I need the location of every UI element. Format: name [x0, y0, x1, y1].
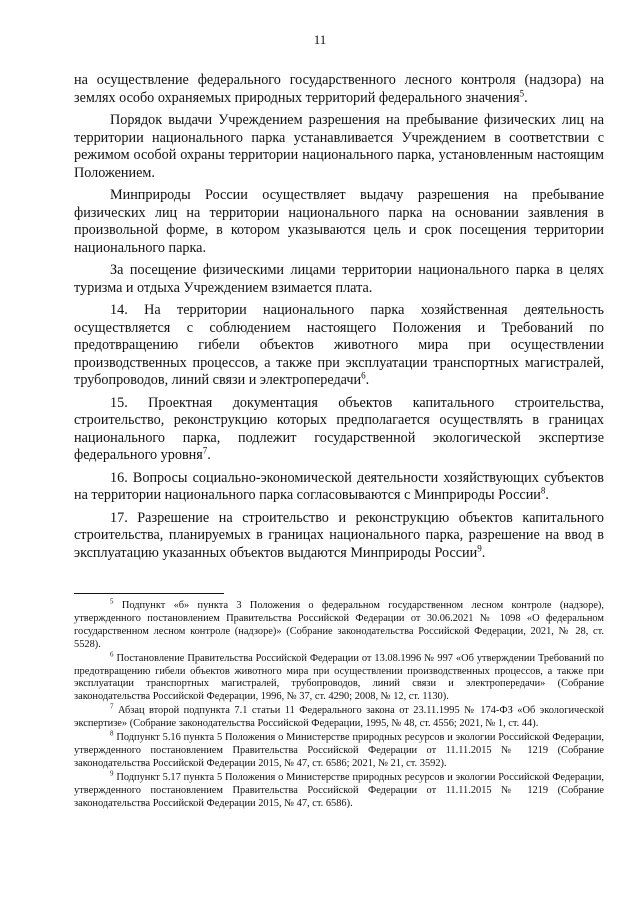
- footnote-text: Подпункт 5.16 пункта 5 Положения о Министерстве природных ресурсов и экологии Российской Федерации, утвержденного постановлением Правительства Российской Федерации от 11.11.2015 № 1219 (Собрание законодательства Российской Федерации 2015, № 47, ст. 6586; 2021, № 21, ст. 3592).: [74, 732, 604, 769]
- footnote-ref-8[interactable]: 8: [540, 485, 546, 496]
- footnote-text: Абзац второй подпункта 7.1 статьи 11 Федерального закона от 23.11.1995 № 174-ФЗ «Об экологической экспертизе» (Собрание законодательства Российской Федерации, 1995, № 48, ст. 4556; 2021, № 1, ст. 44).: [74, 705, 604, 730]
- footnote-ref-6[interactable]: 6: [361, 370, 366, 381]
- footnote-text: Подпункт 5.17 пункта 5 Положения о Министерстве природных ресурсов и экологии Российской Федерации, утвержденного постановлением Правительства Российской Федерации от 11.11.2015 № 1219 (Собрание законодательства Российской Федерации 2015, № 47, ст. 6586).: [74, 771, 604, 809]
- footnote-5: [74, 597, 604, 652]
- paragraph-14: 14. На территории национального парка хозяйственная деятельность осуществляется с соблюдением настоящего Положения и Требований по предотвращению гибели объектов животного мира при осуществлении производственных процессов, а также при эксплуатации транспортных магистралей, трубопроводов, линий связи и электропередачи$^6$.: [74, 302, 604, 388]
- paragraph-15: 15. Проектная документация объектов капитального строительства, строительство, реконструкцию которых предполагается осуществлять в границах национального парка, подлежит государственной экологической экспертизе федерального уровня$^7$.: [74, 394, 604, 463]
- footnote-number: 8: [110, 729, 114, 738]
- footnote-number: 9: [110, 769, 114, 778]
- paragraph-17: 17. Разрешение на строительство и реконструкцию объектов капитального строительства, планируемых в границах национального парка, разрешение на ввод в эксплуатацию указанных объектов выдаются Минприроды России$^9$.: [74, 509, 604, 561]
- footnote-ref-7[interactable]: 7: [202, 445, 208, 456]
- paragraph-1: на осуществление федерального государственного лесного контроля (надзора) на землях особо охраняемых природных территорий федерального значения$^5$.: [74, 72, 604, 106]
- footnote-text: Постановление Правительства Российской Федерации от 13.08.1996 № 997 «Об утверждении Требований по предотвращению гибели объектов животного мира при осуществлении производственных процессов, а также при эксплуатации транспортных магистралей, трубопроводов, линий связи и электропередачи» (Собрание законодательства Российской Федерации, 1996, № 37, ст. 4290; 2008, № 12, ст. 1130).: [74, 652, 604, 703]
- footnote-8: [74, 729, 604, 771]
- footnote-number: 5: [110, 597, 114, 606]
- footnote-number: 6: [110, 650, 114, 659]
- footnote-text: Подпункт «б» пункта 3 Положения о федеральном государственном лесном контроле (надзоре), утвержденного постановлением Правительства Российской Федерации от 30.06.2021 № 1098 «О федеральном государственном лесном контроле (надзоре)» (Собрание законодательства Российской Федерации, 2021, № 28, ст. 5528).: [74, 600, 604, 650]
- footnote-9: [74, 769, 604, 811]
- footnotes: [74, 597, 604, 812]
- main-text: [74, 72, 604, 567]
- footnote-6: [74, 650, 604, 705]
- paragraph-4: За посещение физическими лицами территории национального парка в целях туризма и отдыха Учреждением взимается плата.: [74, 262, 604, 296]
- paragraph-3: Минприроды России осуществляет выдачу разрешения на пребывание физических лиц на территории национального парка на основании заявления в произвольной форме, в котором указываются цель и срок посещения территории национального парка.: [74, 187, 604, 256]
- paragraph-16: 16. Вопросы социально-экономической деятельности хозяйствующих субъектов на территории национального парка согласовываются с Минприроды России$^8$.: [74, 469, 604, 503]
- footnote-ref-9[interactable]: 9: [477, 542, 482, 553]
- footnote-separator: [74, 593, 224, 594]
- footnote-number: 7: [110, 702, 114, 711]
- footnote-ref-5[interactable]: 5: [519, 87, 525, 98]
- footnote-7: [74, 702, 604, 731]
- page-number: 11: [313, 32, 327, 47]
- paragraph-2: Порядок выдачи Учреждением разрешения на пребывание физических лиц на территории национального парка устанавливается Учреждением в соответствии с режимом особой охраны территории национального парка, установленным настоящим Положением.: [74, 112, 604, 181]
